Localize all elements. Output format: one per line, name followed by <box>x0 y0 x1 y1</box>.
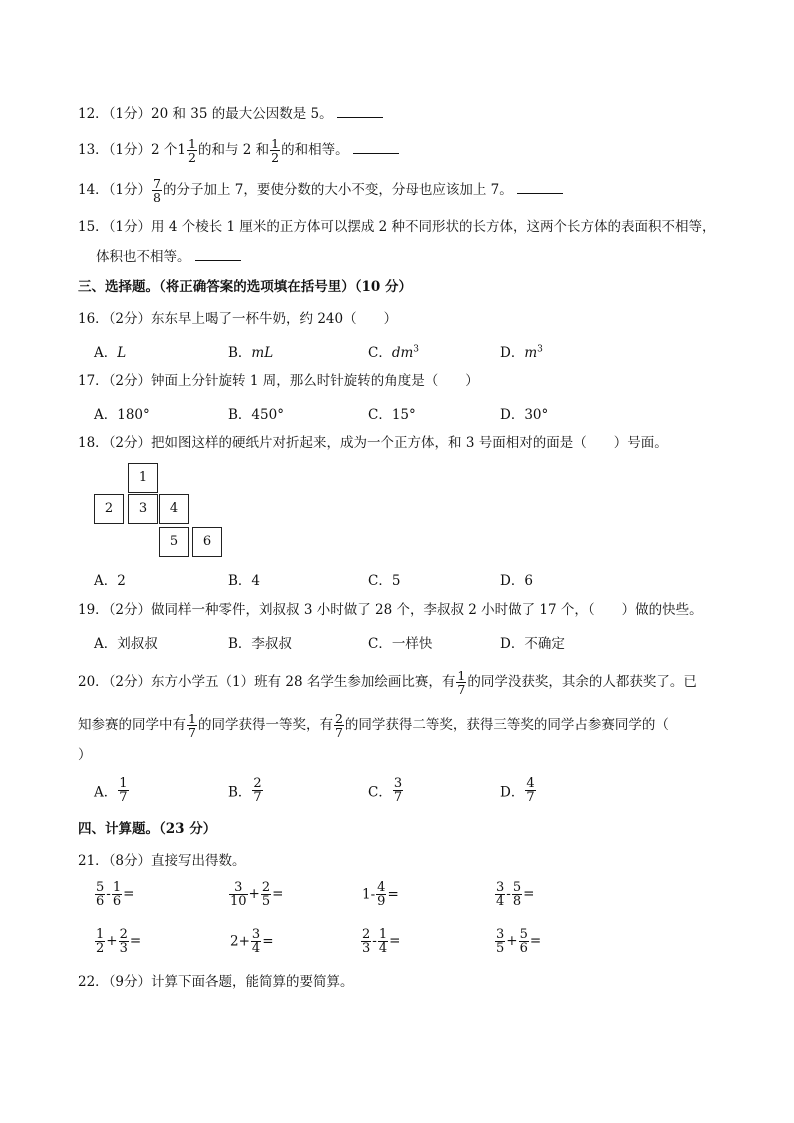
question-number: 18． <box>78 435 109 451</box>
answer-blank[interactable] <box>517 180 563 194</box>
question-text: 的同学获得二等奖，获得三等奖的同学占参赛同学的（ <box>344 717 669 733</box>
option-b[interactable]: B．李叔叔 <box>228 636 292 652</box>
option-b[interactable]: B．4 <box>228 573 261 589</box>
calc-expression: 1- $\frac{4}{9}$ = <box>362 880 399 909</box>
question-points: （1分） <box>108 106 152 122</box>
question-text: 的同学获得一等奖，有 <box>197 717 333 733</box>
question-text: 的分子加上 7，要使分数的大小不变，分母也应该加上 7。 <box>162 182 513 198</box>
question-number: 13． <box>78 142 109 158</box>
net-face-5: 5 <box>159 527 189 557</box>
calc-expression: $\frac{3}{4}$ - $\frac{5}{8}$ = <box>496 880 535 909</box>
calc-expression: 2+ $\frac{3}{4}$ = <box>230 927 274 956</box>
question-points: （1分） <box>108 142 152 158</box>
answer-blank[interactable] <box>195 247 241 261</box>
question-19 <box>78 601 703 619</box>
question-points: （2分） <box>108 373 152 389</box>
option-b[interactable]: B．mL <box>228 345 274 361</box>
question-number: 22． <box>78 974 109 990</box>
option-d[interactable]: D．不确定 <box>500 636 565 652</box>
question-text: 用 4 个棱长 1 厘米的正方体可以摆成 2 种不同形状的长方体，这两个长方体的表面积不相等， <box>151 219 716 235</box>
section-heading: 四、计算题。（23 分） <box>78 821 217 837</box>
option-c[interactable]: C．一样快 <box>368 636 433 652</box>
calc-expression: $\frac{1}{2}$ + $\frac{2}{3}$ = <box>96 927 142 956</box>
question-text: 东方小学五（1）班有 28 名学生参加绘画比赛，有 <box>151 674 456 690</box>
question-12 <box>78 104 383 123</box>
question-points: （2分） <box>108 602 152 618</box>
question-20-cont <box>78 712 669 739</box>
fraction: $\frac{2}{7}$ <box>334 711 343 740</box>
net-face-1: 1 <box>128 463 158 493</box>
question-text: 把如图这样的硬纸片对折起来，成为一个正方体，和 3 号面相对的面是（ ）号面。 <box>151 435 668 451</box>
question-18 <box>78 434 668 452</box>
option-c[interactable]: C． $\frac{3}{7}$ <box>368 776 403 805</box>
calc-expression: $\frac{2}{3}$ - $\frac{1}{4}$ = <box>362 927 401 956</box>
fraction: $\frac{1}{7}$ <box>457 668 466 697</box>
question-points: （2分） <box>108 435 152 451</box>
question-text: 体积也不相等。 <box>96 249 191 265</box>
question-text: 计算下面各题，能简算的要简算。 <box>151 974 354 990</box>
question-text: 直接写出得数。 <box>151 853 246 869</box>
question-14 <box>78 177 563 204</box>
question-text: 20 和 35 的最大公因数是 5。 <box>151 106 333 122</box>
question-points: （1分） <box>108 219 152 235</box>
question-20 <box>78 669 697 696</box>
question-points: （2分） <box>108 674 152 690</box>
question-21 <box>78 852 246 870</box>
question-text: 的同学没获奖，其余的人都获奖了。已 <box>467 674 697 690</box>
question-text: 做同样一种零件，刘叔叔 3 小时做了 28 个，李叔叔 2 小时做了 17 个，（ ）做的快些。 <box>151 602 703 618</box>
option-c[interactable]: C．$dm^3$ <box>368 344 420 361</box>
option-a[interactable]: A．刘叔叔 <box>94 636 158 652</box>
question-number: 19． <box>78 602 109 618</box>
option-d[interactable]: D．30° <box>500 407 549 423</box>
question-20-close: ） <box>78 747 92 763</box>
question-15 <box>78 218 716 236</box>
option-c[interactable]: C．5 <box>368 573 401 589</box>
calc-expression: $\frac{5}{6}$ - $\frac{1}{6}$ = <box>96 880 135 909</box>
net-face-4: 4 <box>159 494 189 524</box>
question-number: 15． <box>78 219 109 235</box>
net-face-6: 6 <box>192 527 222 557</box>
question-text: 2 个 <box>151 142 178 158</box>
option-a[interactable]: A． $\frac{1}{7}$ <box>94 776 128 805</box>
question-22 <box>78 973 354 991</box>
option-b[interactable]: B．450° <box>228 407 284 423</box>
option-a[interactable]: A．180° <box>94 407 150 423</box>
question-number: 12． <box>78 106 109 122</box>
question-15-cont <box>96 247 241 266</box>
fraction: $\frac{1}{2}$ <box>188 136 196 165</box>
option-d[interactable]: D．6 <box>500 573 533 589</box>
question-points: （9分） <box>108 974 152 990</box>
option-b[interactable]: B． $\frac{2}{7}$ <box>228 776 262 805</box>
net-face-2: 2 <box>94 494 124 524</box>
question-points: （2分） <box>108 311 152 327</box>
answer-blank[interactable] <box>337 104 383 118</box>
option-a[interactable]: A．L <box>94 345 127 361</box>
question-number: 21． <box>78 853 109 869</box>
question-number: 20． <box>78 674 109 690</box>
option-d[interactable]: D．$m^3$ <box>500 344 543 361</box>
option-c[interactable]: C．15° <box>368 407 416 423</box>
question-number: 14． <box>78 182 109 198</box>
fraction: $\frac{7}{8}$ <box>153 176 161 205</box>
net-face-3: 3 <box>128 494 158 524</box>
question-text: 钟面上分针旋转 1 周，那么时针旋转的角度是（ ） <box>151 373 479 389</box>
calc-expression: $\frac{3}{5}$ + $\frac{5}{6}$ = <box>496 927 542 956</box>
answer-blank[interactable] <box>353 140 399 154</box>
fraction: $\frac{1}{2}$ <box>271 136 280 165</box>
question-text: 的和相等。 <box>281 142 349 158</box>
question-text: 的和与 2 和 <box>197 142 270 158</box>
calc-expression: $\frac{3}{10}$ + $\frac{2}{5}$ = <box>230 880 284 909</box>
section-heading: 三、选择题。（将正确答案的选项填在括号里）（10 分） <box>78 279 412 295</box>
question-text: 东东早上喝了一杯牛奶，约 240（ ） <box>151 311 398 327</box>
question-17 <box>78 372 479 390</box>
question-points: （1分） <box>108 182 152 198</box>
option-a[interactable]: A．2 <box>94 573 126 589</box>
question-number: 16． <box>78 311 109 327</box>
option-d[interactable]: D． $\frac{4}{7}$ <box>500 776 535 805</box>
question-13 <box>78 137 399 164</box>
question-points: （8分） <box>108 853 152 869</box>
question-16 <box>78 310 397 328</box>
mixed-whole: 1 <box>177 142 187 158</box>
fraction: $\frac{1}{7}$ <box>188 711 196 740</box>
question-text: 知参赛的同学中有 <box>78 717 186 733</box>
question-number: 17． <box>78 373 109 389</box>
